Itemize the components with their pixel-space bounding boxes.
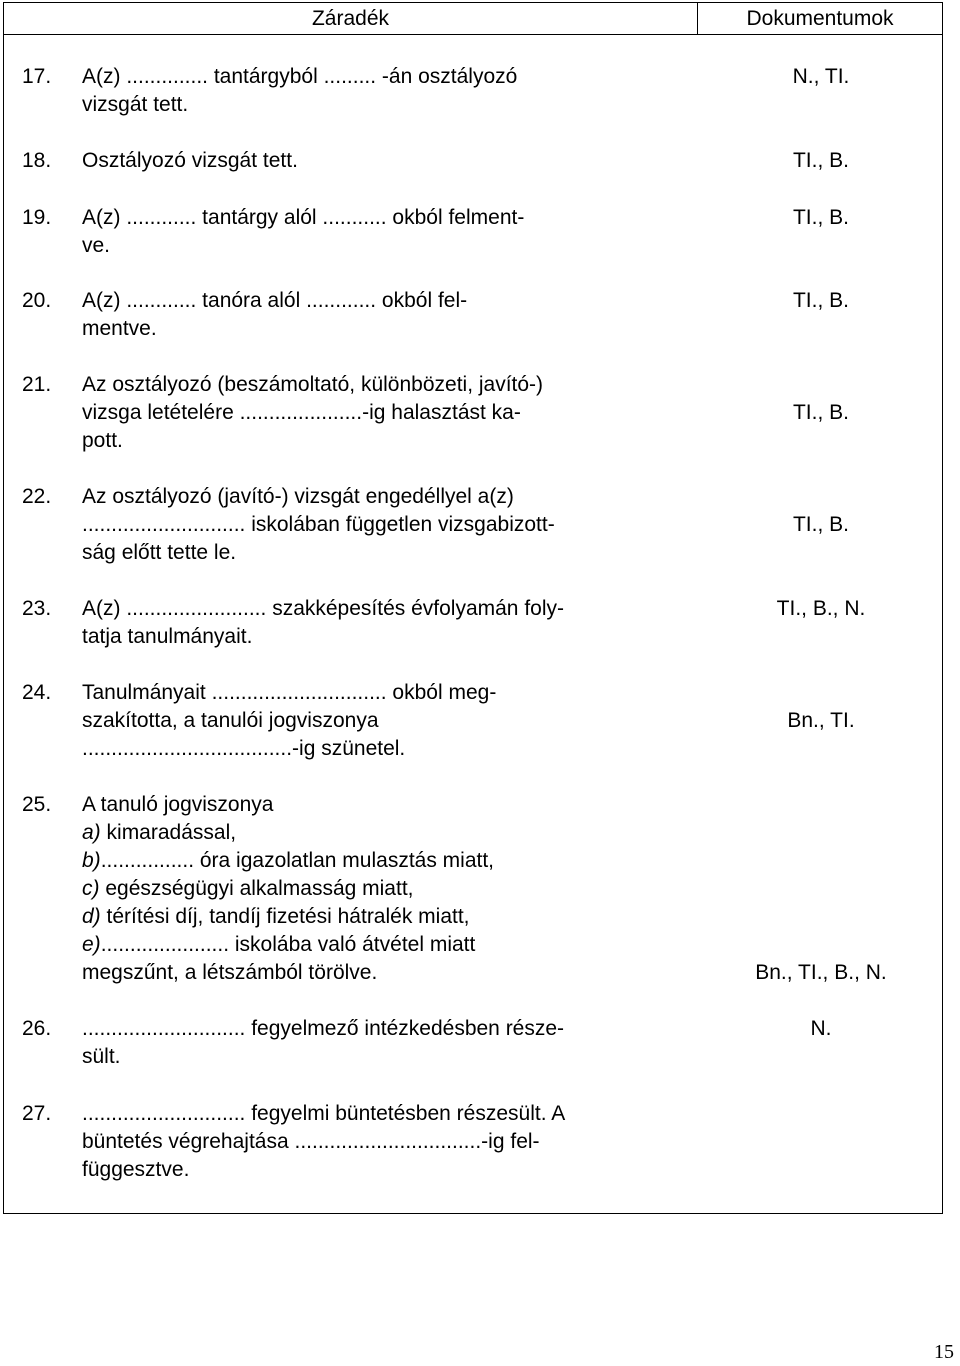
document-codes: TI., B., N. <box>776 597 866 620</box>
document-codes: Bn., TI. <box>787 709 855 732</box>
page-number: 15 <box>934 1341 954 1363</box>
clause-line: vizsgát tett. <box>82 93 189 116</box>
clause-text <box>82 287 682 343</box>
clause-item <box>82 931 682 959</box>
document-codes: N., TI. <box>792 65 850 88</box>
document-codes: Bn., TI., B., N. <box>755 961 887 984</box>
clause-text <box>82 63 682 119</box>
item-label: e) <box>82 933 101 956</box>
column-header-documents: Dokumentumok <box>697 2 943 34</box>
row-number: 17. <box>22 65 52 88</box>
item-text: ...................... iskolába való átvétel miatt <box>100 933 476 956</box>
clause-line: A(z) .............. tantárgyból ......... -án osztályozó <box>82 65 518 88</box>
row-number: 22. <box>22 485 52 508</box>
clause-text <box>82 1100 682 1184</box>
column-header-clause: Záradék <box>3 2 698 34</box>
document-codes: TI., B. <box>792 513 849 536</box>
clause-line: Tanulmányait .............................. okból meg- <box>82 681 497 704</box>
clause-text <box>82 595 682 651</box>
clause-text <box>82 371 682 455</box>
item-text: egészségügyi alkalmasság miatt, <box>99 877 414 900</box>
row-number: 25. <box>22 793 52 816</box>
clause-line: A(z) ........................ szakképesítés évfolyamán foly- <box>82 597 564 620</box>
clause-line: tatja tanulmányait. <box>82 625 253 648</box>
clause-line: ............................ iskolában független vizsgabizott- <box>82 513 555 536</box>
row-number: 26. <box>22 1017 52 1040</box>
clause-text <box>82 1015 682 1071</box>
item-text: térítési díj, tandíj fizetési hátralék miatt, <box>100 905 470 928</box>
clause-line: szakította, a tanulói jogviszonya <box>82 709 379 732</box>
clause-item <box>82 819 682 847</box>
clause-line: Az osztályozó (beszámoltató, különbözeti, javító-) <box>82 373 544 396</box>
clause-item <box>82 847 682 875</box>
document-codes: N. <box>810 1017 832 1040</box>
item-text: kimaradással, <box>100 821 237 844</box>
clause-line: ve. <box>82 234 111 257</box>
item-label: d) <box>82 905 101 928</box>
clause-text <box>82 483 682 567</box>
clause-line: vizsga letételére .....................-ig halasztást ka- <box>82 401 521 424</box>
item-text: ................ óra igazolatlan mulasztás miatt, <box>100 849 495 872</box>
clause-line: ............................ fegyelmi büntetésben részesült. A <box>82 1102 566 1125</box>
row-number: 23. <box>22 597 52 620</box>
document-codes: TI., B. <box>792 206 849 229</box>
clause-line: pott. <box>82 429 123 452</box>
clause-line: ............................ fegyelmező intézkedésben része- <box>82 1017 565 1040</box>
clause-line: Osztályozó vizsgát tett. <box>82 149 298 172</box>
clause-text <box>82 147 682 175</box>
row-number: 21. <box>22 373 52 396</box>
clause-text <box>82 679 682 763</box>
clause-closing: megszűnt, a létszámból törölve. <box>82 961 378 984</box>
row-number: 24. <box>22 681 52 704</box>
clause-line: büntetés végrehajtása ................................-ig fel- <box>82 1130 540 1153</box>
item-label: c) <box>82 877 100 900</box>
row-number: 18. <box>22 149 52 172</box>
row-number: 27. <box>22 1102 52 1125</box>
clause-item <box>82 875 682 903</box>
clause-title: A tanuló jogviszonya <box>82 793 274 816</box>
item-label: b) <box>82 849 101 872</box>
clause-line: függesztve. <box>82 1158 190 1181</box>
row-number: 20. <box>22 289 52 312</box>
row-number: 19. <box>22 206 52 229</box>
clause-line: Az osztályozó (javító-) vizsgát engedéllyel a(z) <box>82 485 514 508</box>
document-codes: TI., B. <box>792 401 849 424</box>
clause-item <box>82 903 682 931</box>
clause-text <box>82 204 682 260</box>
clause-line: A(z) ............ tanóra alól ............ okból fel- <box>82 289 468 312</box>
clause-line: mentve. <box>82 317 157 340</box>
clause-line: A(z) ............ tantárgy alól ........... okból felment- <box>82 206 525 229</box>
document-codes: TI., B. <box>792 289 849 312</box>
item-label: a) <box>82 821 101 844</box>
clause-table <box>3 34 943 1214</box>
clause-line: ság előtt tette le. <box>82 541 237 564</box>
document-codes: TI., B. <box>792 149 849 172</box>
clause-line: ....................................-ig szünetel. <box>82 737 406 760</box>
clause-text <box>82 791 682 987</box>
clause-line: sült. <box>82 1045 121 1068</box>
